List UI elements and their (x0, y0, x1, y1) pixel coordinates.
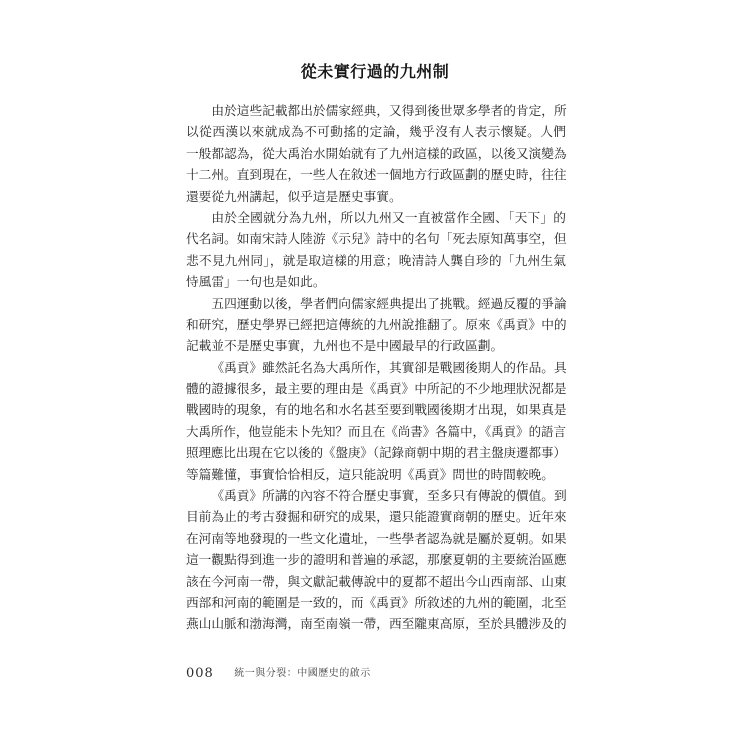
text-line: 由於全國就分為九州，所以九州又一直被當作全國、「天下」的 (211, 210, 566, 225)
text-line: 一般都認為，從大禹治水開始就有了九州這樣的政區，以後又演變為 (186, 146, 567, 161)
page-number: 008 (186, 666, 214, 681)
text-line: 等篇難懂，事實恰恰相反，這只能說明《禹貢》問世的時間較晚。 (186, 467, 554, 482)
text-line: 代名詞。如南宋詩人陸游《示兒》詩中的名句「死去原知萬事空，但 (186, 232, 567, 247)
text-line: 大禹所作，他豈能未卜先知？而且在《尚書》各篇中，《禹貢》的語言 (186, 424, 566, 439)
text-line: 十二州。直到現在，一些人在敘述一個地方行政區劃的歷史時，往往 (186, 168, 567, 183)
page-footer (186, 666, 371, 682)
text-line: 燕山山脈和渤海灣，南至南嶺一帶，西至隴東高原，至於具體涉及的 (186, 617, 567, 632)
text-line: 該在今河南一帶，與文獻記載傳說中的夏都不超出今山西南部、山東 (186, 574, 567, 589)
text-line: 目前為止的考古發掘和研究的成果，還只能證實商朝的歷史。近年來 (186, 510, 567, 525)
text-line: 還要從九州講起，似乎這是歷史事實。 (186, 189, 402, 204)
text-line: 恃風雷」一句也是如此。 (186, 275, 326, 290)
text-line: 體的證據很多，最主要的理由是《禹貢》中所記的不少地理狀況都是 (186, 382, 567, 397)
body-text (186, 101, 566, 636)
text-line: 《禹貢》雖然託名為大禹所作，其實卻是戰國後期人的作品。具 (211, 360, 567, 375)
text-line: 戰國時的現象，有的地名和水名甚至要到戰國後期才出現，如果真是 (186, 403, 567, 418)
text-line: 悲不見九州同」，就是取這樣的用意；晚清詩人龔自珍的「九州生氣 (186, 253, 566, 268)
text-line: 以從西漢以來就成為不可動搖的定論，幾乎沒有人表示懷疑。人們 (186, 125, 566, 140)
text-line: 和研究，歷史學界已經把這傳統的九州說推翻了。原來《禹貢》中的 (186, 317, 567, 332)
text-line: 這一觀點得到進一步的證明和普遍的承認，那麼夏朝的主要統治區應 (186, 553, 567, 568)
text-line: 由於這些記載都出於儒家經典，又得到後世眾多學者的肯定，所 (211, 104, 567, 118)
text-line: 照理應比出現在它以後的《盤庚》（記錄商朝中期的君主盤庚遷都事） (186, 446, 566, 461)
book-title: 統一與分裂：中國歷史的啟示 (234, 668, 371, 679)
text-line: 在河南等地發現的一些文化遺址，一些學者認為就是屬於夏朝。如果 (186, 531, 567, 546)
text-line: 五四運動以後，學者們向儒家經典提出了挑戰。經過反覆的爭論 (211, 296, 567, 311)
text-line: 《禹貢》所講的內容不符合歷史事實，至多只有傳說的價值。到 (211, 489, 567, 504)
chapter-title: 從未實行過的九州制 (300, 64, 450, 81)
text-line: 記載並不是歷史事實，九州也不是中國最早的行政區劃。 (186, 339, 504, 354)
text-line: 西部和河南的範圍是一致的，而《禹貢》所敘述的九州的範圍，北至 (186, 595, 567, 610)
